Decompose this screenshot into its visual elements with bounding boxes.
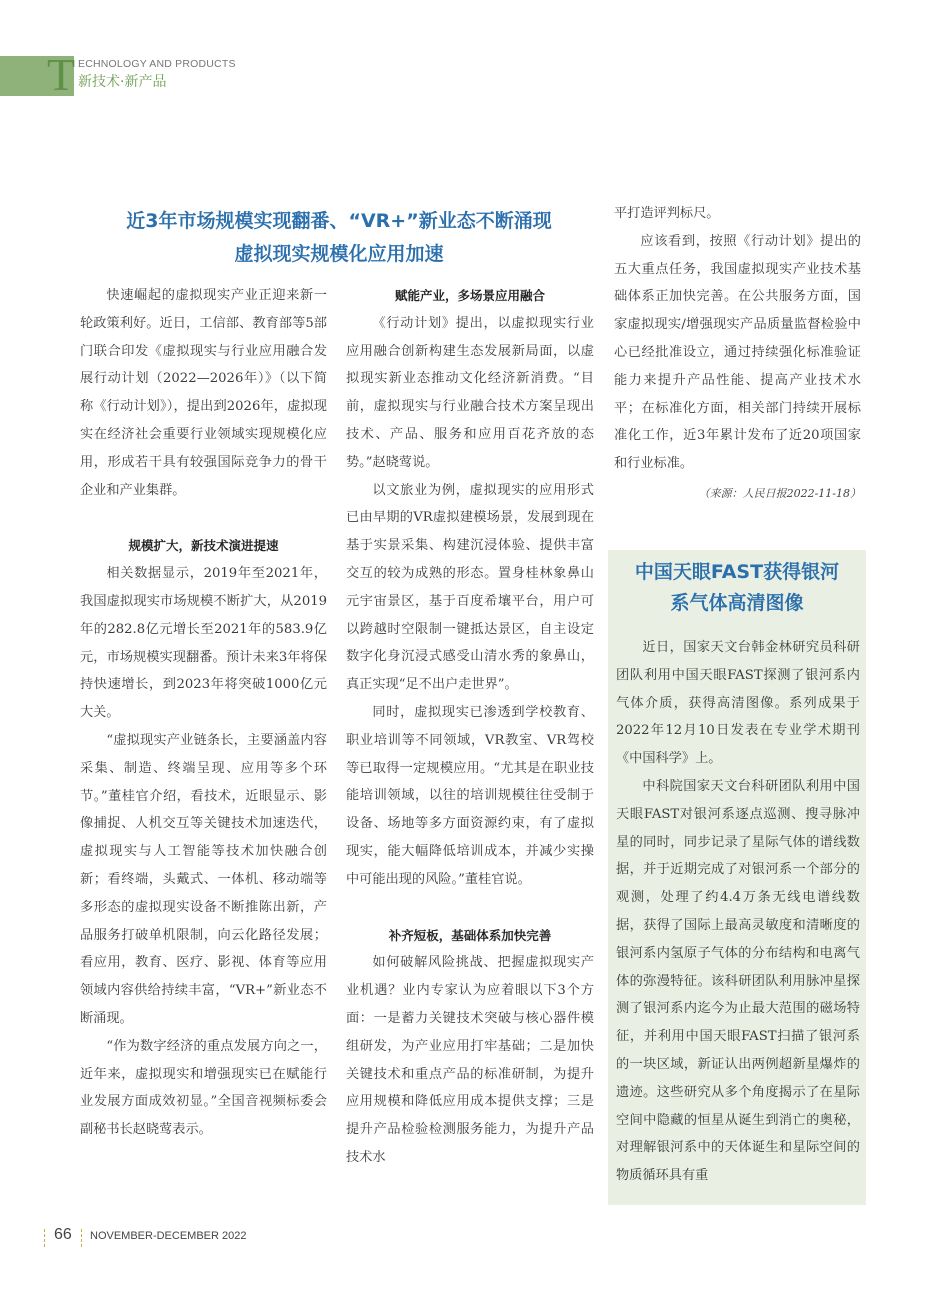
page-number: 66 <box>54 1226 72 1243</box>
article-title-line2: 虚拟现实规模化应用加速 <box>234 243 444 265</box>
sidebar-article-title-line1: 中国天眼FAST获得银河 <box>634 561 840 583</box>
issue-date: NOVEMBER-DECEMBER 2022 <box>90 1230 247 1242</box>
paragraph: 如何破解风险挑战、把握虚拟现实产业机遇？业内专家认为应着眼以下3个方面：一是蓄力关键技术突破与核心器件模组研发，为产业应用打牢基础；二是加快关键技术和重点产品的标准研制，为提升应用规模和降低应用成本提供支撑；三是提升产品检验检测服务能力，为提升产品技术水 <box>346 955 594 1165</box>
article-title <box>78 205 600 271</box>
section-header-letter: T <box>47 49 76 100</box>
paragraph: “作为数字经济的重点发展方向之一，近年来，虚拟现实和增强现实已在赋能行业发展方面成效初显。”全国音视频标委会副秘书长赵晓莺表示。 <box>80 1038 327 1138</box>
paragraph: 应该看到，按照《行动计划》提出的五大重点任务，我国虚拟现实产业技术基础体系正加快完善。在公共服务方面，国家虚拟现实/增强现实产品质量监督检验中心已经批准设立，通过持续强化标准验证能力来提升产品性能、提高产业技术水平；在标准化方面，相关部门持续开展标准化工作，近3年累计发布了近20项国家和行业标准。 <box>614 233 861 472</box>
sidebar-article-title <box>608 557 866 619</box>
paragraph: “虚拟现实产业链条长，主要涵盖内容采集、制造、终端呈现、应用等多个环节。”董桂官介绍，看技术，近眼显示、影像捕捉、人机交互等关键技术加速迭代，虚拟现实与人工智能等技术加快融合创新；看终端，头戴式、一体机、移动端等多形态的虚拟现实设备不断推陈出新，产品服务打破单机限制，向云化路径发展；看应用，教育、医疗、影视、体育等应用领域内容供给持续丰富，“VR+”新业态不断涌现。 <box>80 732 327 1026</box>
section-heading: 补齐短板，基础体系加快完善 <box>388 927 552 943</box>
paragraph: 平打造评判标尺。 <box>614 206 720 221</box>
sidebar-article-body <box>616 634 860 1190</box>
paragraph: 近日，国家天文台韩金林研究员科研团队利用中国天眼FAST探测了银河系内气体介质，获得高清图像。系列成果于2022年12月10日发表在专业学术期刊《中国科学》上。 <box>616 640 860 767</box>
article-column-1 <box>80 282 327 1144</box>
section-heading: 赋能产业，多场景应用融合 <box>394 288 545 303</box>
paragraph: 中科院国家天文台科研团队利用中国天眼FAST对银河系逐点巡测、搜寻脉冲星的同时，同步记录了星际气体的谱线数据，并于近期完成了对银河系一个部分的观测，处理了约4.4万条无线电谱线数据，获得了国际上最高灵敏度和清晰度的银河系内氢原子气体的分布结构和电离气体的弥漫特征。该科研团队利用脉冲星探测了银河系内迄今为止最大范围的磁场特征，并利用中国天眼FAST扫描了银河系的一块区域，新证认出两例超新星爆炸的遗迹。这些研究从多个角度揭示了在星际空间中隐藏的恒星从诞生到消亡的奥秘，对理解银河系中的天体诞生和星际空间的物质循环具有重 <box>616 778 860 1184</box>
paragraph: 《行动计划》提出，以虚拟现实行业应用融合创新构建生态发展新局面，以虚拟现实新业态推动文化经济新消费。“目前，虚拟现实与行业融合技术方案呈现出技术、产品、服务和应用百花齐放的态势。”赵晓莺说。 <box>346 315 594 470</box>
footer-divider <box>81 1229 82 1247</box>
paragraph: 快速崛起的虚拟现实产业正迎来新一轮政策利好。近日，工信部、教育部等5部门联合印发《虚拟现实与行业应用融合发展行动计划（2022—2026年）》（以下简称《行动计划》），提出到2026年，虚拟现实在经济社会重要行业领域实现规模化应用，形成若干具有较强国际竞争力的骨干企业和产业集群。 <box>80 288 327 498</box>
source-citation: （来源：人民日报2022-11-18） <box>698 486 861 500</box>
footer-divider <box>44 1229 45 1247</box>
section-header-chinese: 新技术·新产品 <box>78 74 167 90</box>
sidebar-article-title-line2: 系气体高清图像 <box>670 592 804 614</box>
article-column-2 <box>346 282 594 1172</box>
article-column-3 <box>614 200 861 508</box>
paragraph: 相关数据显示，2019年至2021年，我国虚拟现实市场规模不断扩大，从2019年的282.8亿元增长至2021年的583.9亿元，市场规模实现翻番。预计未来3年将保持快速增长，到2023年将突破1000亿元大关。 <box>80 566 327 721</box>
paragraph: 同时，虚拟现实已渗透到学校教育、职业培训等不同领域，VR教室、VR驾校等已取得一定规模应用。“尤其是在职业技能培训领域，以往的培训规模往往受制于设备、场地等多方面资源约束，有了虚拟现实，能大幅降低培训成本，并减少实操中可能出现的风险。”董桂官说。 <box>346 704 594 887</box>
article-title-line1: 近3年市场规模实现翻番、“VR+”新业态不断涌现 <box>126 210 552 232</box>
paragraph: 以文旅业为例，虚拟现实的应用形式已由早期的VR虚拟建模场景，发展到现在基于实景采集、构建沉浸体验、提供丰富交互的较为成熟的形态。置身桂林象鼻山元宇宙景区，基于百度希壤平台，用户可以跨越时空限制一键抵达景区，自主设定数字化身沉浸式感受山清水秀的象鼻山，真正实现“足不出户走世界”。 <box>346 482 594 693</box>
section-header-english: ECHNOLOGY AND PRODUCTS <box>78 58 236 70</box>
section-heading: 规模扩大，新技术演进提速 <box>128 538 279 554</box>
